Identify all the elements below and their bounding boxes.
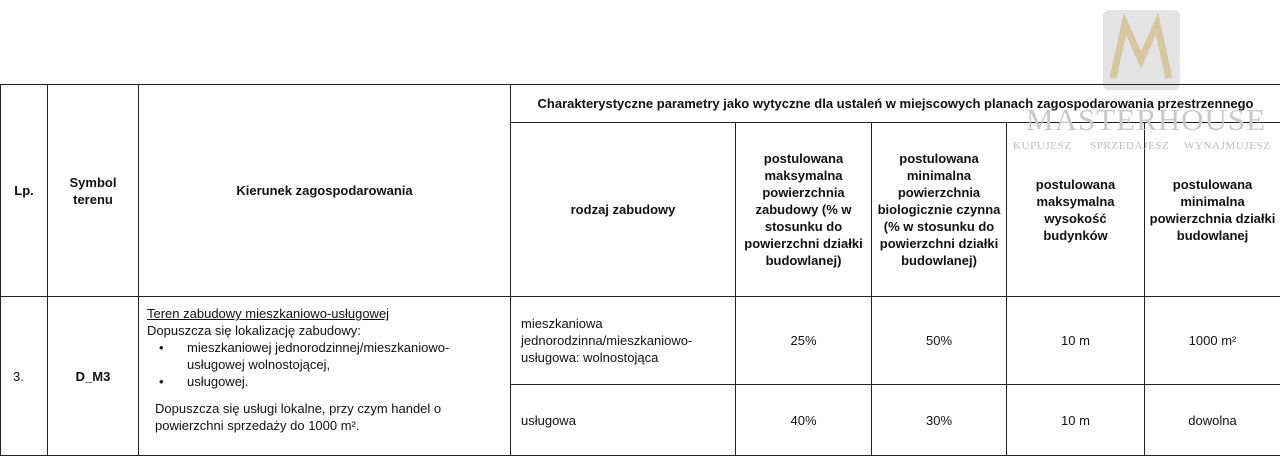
header-parameters-group: Charakterystyczne parametry jako wytyczne dla ustaleń w miejscowych planach zagospodarowania przestrzennego bbox=[511, 85, 1280, 123]
header-max-wysokosc: postulowana maksymalna wysokość budynków bbox=[1007, 123, 1145, 297]
watermark-tag-sell: SPRZEDAJESZ bbox=[1090, 140, 1170, 152]
watermark-tag-rent: WYNAJMUJESZ bbox=[1184, 140, 1271, 152]
header-row-top bbox=[1, 85, 1280, 123]
cell-max-wysokosc: 10 m bbox=[1007, 385, 1145, 456]
header-max-zabudowa: postulowana maksymalna powierzchnia zabudowy (% w stosunku do powierzchni działki budowlanej) bbox=[736, 123, 872, 297]
watermark-logo bbox=[1103, 10, 1180, 90]
cell-rodzaj: usługowa bbox=[511, 385, 736, 456]
cell-symbol: D_M3 bbox=[48, 297, 139, 456]
kierunek-title: Teren zabudowy mieszkaniowo-usługowej bbox=[147, 306, 390, 321]
kierunek-intro: Dopuszcza się lokalizację zabudowy: bbox=[147, 323, 361, 338]
logo-m-icon bbox=[1103, 10, 1180, 90]
list-item: • usługowej. bbox=[187, 373, 504, 390]
cell-min-dzialka: 1000 m² bbox=[1145, 297, 1280, 385]
parameters-table bbox=[0, 84, 1280, 456]
table-row bbox=[1, 297, 1280, 385]
cell-min-dzialka: dowolna bbox=[1145, 385, 1280, 456]
header-rodzaj: rodzaj zabudowy bbox=[511, 123, 736, 297]
header-lp: Lp. bbox=[1, 85, 48, 297]
cell-rodzaj: mieszkaniowa jednorodzinna/mieszkaniowo-usługowa: wolnostojąca bbox=[511, 297, 736, 385]
cell-max-zabudowa: 25% bbox=[736, 297, 872, 385]
cell-max-zabudowa: 40% bbox=[736, 385, 872, 456]
watermark-brand: MASTERHOUSE bbox=[1026, 102, 1267, 137]
kierunek-note: Dopuszcza się usługi lokalne, przy czym handel o powierzchni sprzedaży do 1000 m². bbox=[155, 401, 442, 433]
cell-min-bio: 30% bbox=[872, 385, 1007, 456]
watermark-tag-buy: KUPUJESZ bbox=[1013, 140, 1072, 152]
cell-lp: 3. bbox=[1, 297, 48, 456]
header-symbol: Symbol terenu bbox=[48, 85, 139, 297]
cell-min-bio: 50% bbox=[872, 297, 1007, 385]
header-min-dzialka: postulowana minimalna powierzchnia działki budowlanej bbox=[1145, 123, 1280, 297]
kierunek-list bbox=[147, 339, 504, 390]
header-min-bio: postulowana minimalna powierzchnia biologicznie czynna (% w stosunku do powierzchni działki budowlanej) bbox=[872, 123, 1007, 297]
cell-kierunek bbox=[139, 297, 511, 456]
list-item: • mieszkaniowej jednorodzinnej/mieszkaniowo-usługowej wolnostojącej, bbox=[187, 339, 504, 373]
header-kierunek: Kierunek zagospodarowania bbox=[139, 85, 511, 297]
cell-max-wysokosc: 10 m bbox=[1007, 297, 1145, 385]
